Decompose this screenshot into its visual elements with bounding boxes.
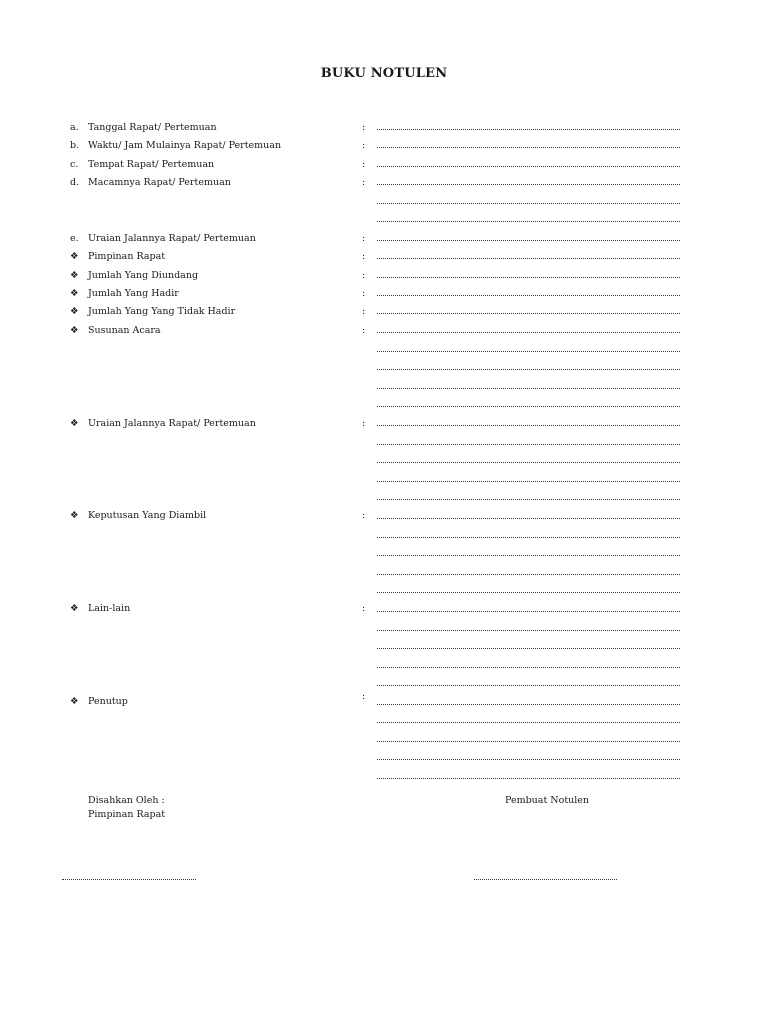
fill-line-keputusan[interactable] xyxy=(377,555,680,556)
label-waktu-rapat: Waktu/ Jam Mulainya Rapat/ Pertemuan xyxy=(88,140,282,151)
fill-line-hadir[interactable] xyxy=(377,295,680,296)
signature-line-pimpinan[interactable] xyxy=(62,879,196,880)
fill-line-susunan[interactable] xyxy=(377,332,680,333)
colon: : xyxy=(362,288,366,299)
fill-line-macam[interactable] xyxy=(377,221,680,222)
fill-line-penutup[interactable] xyxy=(377,778,680,779)
fill-line-tanggal[interactable] xyxy=(377,129,680,130)
fill-line-tidak-hadir[interactable] xyxy=(377,313,680,314)
label-jumlah-tidak-hadir: Jumlah Yang Yang Tidak Hadir xyxy=(88,306,236,317)
fill-line-uraian[interactable] xyxy=(377,462,680,463)
colon: : xyxy=(362,306,366,317)
bullet-icon: ❖ xyxy=(70,325,79,336)
fill-line-susunan[interactable] xyxy=(377,351,680,352)
fill-line-uraian[interactable] xyxy=(377,481,680,482)
fill-line-lain[interactable] xyxy=(377,648,680,649)
bullet-icon: ❖ xyxy=(70,306,79,317)
colon: : xyxy=(362,325,366,336)
page-title: BUKU NOTULEN xyxy=(320,66,448,81)
bullet-icon: ❖ xyxy=(70,510,79,521)
colon: : xyxy=(362,177,366,188)
bullet-icon: ❖ xyxy=(70,696,79,707)
fill-line-uraian[interactable] xyxy=(377,499,680,500)
label-uraian-jalannya-rapat: Uraian Jalannya Rapat/ Pertemuan xyxy=(88,418,256,429)
colon: : xyxy=(362,233,366,244)
colon: : xyxy=(362,140,366,151)
fill-line-susunan[interactable] xyxy=(377,388,680,389)
fill-line-penutup[interactable] xyxy=(377,741,680,742)
bullet-icon: ❖ xyxy=(70,603,79,614)
fill-line-susunan[interactable] xyxy=(377,369,680,370)
fill-line-keputusan[interactable] xyxy=(377,518,680,519)
colon: : xyxy=(362,270,366,281)
fill-line-penutup[interactable] xyxy=(377,759,680,760)
fill-line-pimpinan[interactable] xyxy=(377,258,680,259)
label-susunan-acara: Susunan Acara xyxy=(88,325,161,336)
fill-line-uraian[interactable] xyxy=(377,425,680,426)
fill-line-waktu[interactable] xyxy=(377,147,680,148)
bullet-icon: ❖ xyxy=(70,418,79,429)
label-jumlah-hadir: Jumlah Yang Hadir xyxy=(88,288,179,299)
label-tanggal-rapat: Tanggal Rapat/ Pertemuan xyxy=(88,122,217,133)
label-tempat-rapat: Tempat Rapat/ Pertemuan xyxy=(88,159,215,170)
label-pimpinan-rapat: Pimpinan Rapat xyxy=(88,251,166,262)
label-uraian-jalannya: Uraian Jalannya Rapat/ Pertemuan xyxy=(88,233,256,244)
label-penutup: Penutup xyxy=(88,696,128,707)
fill-line-keputusan[interactable] xyxy=(377,592,680,593)
fill-line-macam[interactable] xyxy=(377,203,680,204)
fill-line-penutup[interactable] xyxy=(377,704,680,705)
fill-line-lain[interactable] xyxy=(377,630,680,631)
fill-line-diundang[interactable] xyxy=(377,277,680,278)
pembuat-notulen-label: Pembuat Notulen xyxy=(505,795,590,806)
colon: : xyxy=(362,510,366,521)
item-marker: d. xyxy=(70,177,80,188)
fill-line-lain[interactable] xyxy=(377,685,680,686)
item-marker: c. xyxy=(70,159,79,170)
item-marker: a. xyxy=(70,122,79,133)
fill-line-susunan[interactable] xyxy=(377,406,680,407)
colon: : xyxy=(362,159,366,170)
fill-line-uraian[interactable] xyxy=(377,444,680,445)
fill-line-lain[interactable] xyxy=(377,611,680,612)
fill-line-macam[interactable] xyxy=(377,184,680,185)
label-macam-rapat: Macamnya Rapat/ Pertemuan xyxy=(88,177,231,188)
fill-line-tempat[interactable] xyxy=(377,166,680,167)
signature-line-pembuat[interactable] xyxy=(474,879,617,880)
fill-line-lain[interactable] xyxy=(377,667,680,668)
colon: : xyxy=(362,418,366,429)
fill-line-penutup[interactable] xyxy=(377,722,680,723)
bullet-icon: ❖ xyxy=(70,270,79,281)
colon: : xyxy=(362,603,366,614)
bullet-icon: ❖ xyxy=(70,251,79,262)
colon: : xyxy=(362,251,366,262)
fill-line-keputusan[interactable] xyxy=(377,574,680,575)
item-marker: e. xyxy=(70,233,79,244)
colon: : xyxy=(362,122,366,133)
disahkan-oleh-label: Disahkan Oleh : xyxy=(88,795,165,806)
label-lain-lain: Lain-lain xyxy=(88,603,131,614)
label-jumlah-diundang: Jumlah Yang Diundang xyxy=(88,270,199,281)
item-marker: b. xyxy=(70,140,80,151)
pimpinan-rapat-label: Pimpinan Rapat xyxy=(88,809,166,820)
label-keputusan: Keputusan Yang Diambil xyxy=(88,510,207,521)
colon: : xyxy=(362,691,366,702)
bullet-icon: ❖ xyxy=(70,288,79,299)
fill-line-uraian-e[interactable] xyxy=(377,240,680,241)
fill-line-keputusan[interactable] xyxy=(377,537,680,538)
